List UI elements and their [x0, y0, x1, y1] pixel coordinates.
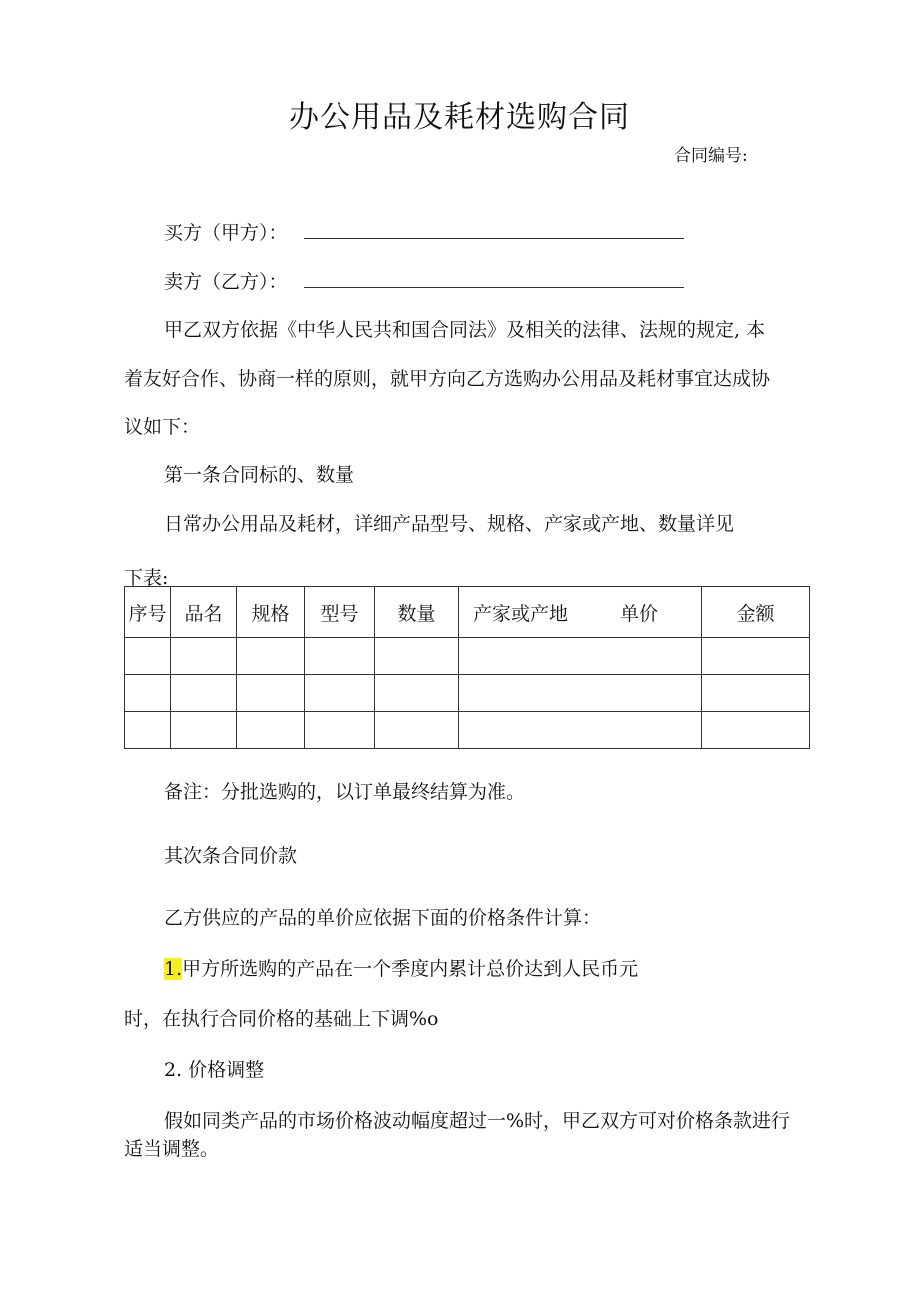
table-row: [125, 675, 810, 712]
header-quantity: 数量: [375, 587, 459, 638]
table-cell: [125, 712, 171, 749]
seller-blank-line: [304, 273, 684, 288]
article-1-body: 日常办公用品及耗材，详细产品型号、规格、产家或产地、数量详见: [164, 513, 735, 535]
header-unit-price: 单价: [620, 602, 659, 625]
intro-line-1: 甲乙双方依据《中华人民共和国合同法》及相关的法律、法规的规定, 本: [164, 319, 766, 341]
table-cell: [237, 712, 305, 749]
price-item-1-text: 甲方所选购的产品在一个季度内累计总价达到人民币元: [182, 958, 639, 980]
table-row: [125, 712, 810, 749]
table-cell: [171, 675, 237, 712]
header-index: 序号: [125, 587, 171, 638]
price-adjust-line-1: 假如同类产品的市场价格波动幅度超过一%时，甲乙双方可对价格条款进行: [164, 1110, 791, 1132]
intro-line-2: 着友好合作、协商一样的原则，就甲方向乙方选购办公用品及耗材事宜达成协: [124, 368, 771, 390]
price-item-2: 2. 价格调整: [164, 1059, 265, 1081]
table-cell: [375, 675, 459, 712]
table-cell: [305, 712, 375, 749]
price-item-1-continued: 时，在执行合同价格的基础上下调%o: [124, 1008, 439, 1030]
header-item-name: 品名: [171, 587, 237, 638]
price-item-1-number: 1.: [164, 958, 183, 980]
goods-table: [124, 586, 810, 749]
buyer-row: [164, 218, 684, 245]
table-cell: [375, 638, 459, 675]
header-amount: 金额: [702, 587, 810, 638]
table-cell: [305, 675, 375, 712]
header-spec: 规格: [237, 587, 305, 638]
table-cell: [305, 638, 375, 675]
table-cell: [237, 638, 305, 675]
table-cell: [459, 638, 702, 675]
table-cell: [459, 712, 702, 749]
table-cell: [171, 712, 237, 749]
price-item-1: [164, 954, 638, 981]
table-cell: [375, 712, 459, 749]
header-origin: 产家或产地: [473, 602, 569, 625]
document-title: 办公用品及耗材选购合同: [289, 100, 630, 135]
table-cell: [125, 638, 171, 675]
table-cell: [702, 638, 810, 675]
table-cell: [702, 675, 810, 712]
article-1-table-intro: 下表:: [124, 567, 169, 589]
table-cell: [171, 638, 237, 675]
buyer-label: 买方（甲方）：: [164, 222, 288, 244]
seller-label: 卖方（乙方）：: [164, 271, 288, 293]
intro-line-3: 议如下：: [124, 416, 201, 438]
table-cell: [702, 712, 810, 749]
header-model: 型号: [305, 587, 375, 638]
table-note: 备注：分批选购的，以订单最终结算为准。: [164, 781, 526, 803]
table-cell: [237, 675, 305, 712]
table-cell: [459, 675, 702, 712]
article-1-title: 第一条合同标的、数量: [164, 464, 355, 486]
price-adjust-line-2: 适当调整。: [124, 1138, 220, 1160]
table-header-row: [125, 587, 810, 638]
article-2-body: 乙方供应的产品的单价应依据下面的价格条件计算：: [164, 907, 602, 929]
seller-row: [164, 267, 684, 294]
table-row: [125, 638, 810, 675]
contract-number-label: 合同编号:: [674, 146, 748, 166]
article-2-title: 其次条合同价款: [164, 845, 298, 867]
buyer-blank-line: [304, 224, 684, 239]
header-origin-and-price: [459, 587, 702, 638]
table-cell: [125, 675, 171, 712]
